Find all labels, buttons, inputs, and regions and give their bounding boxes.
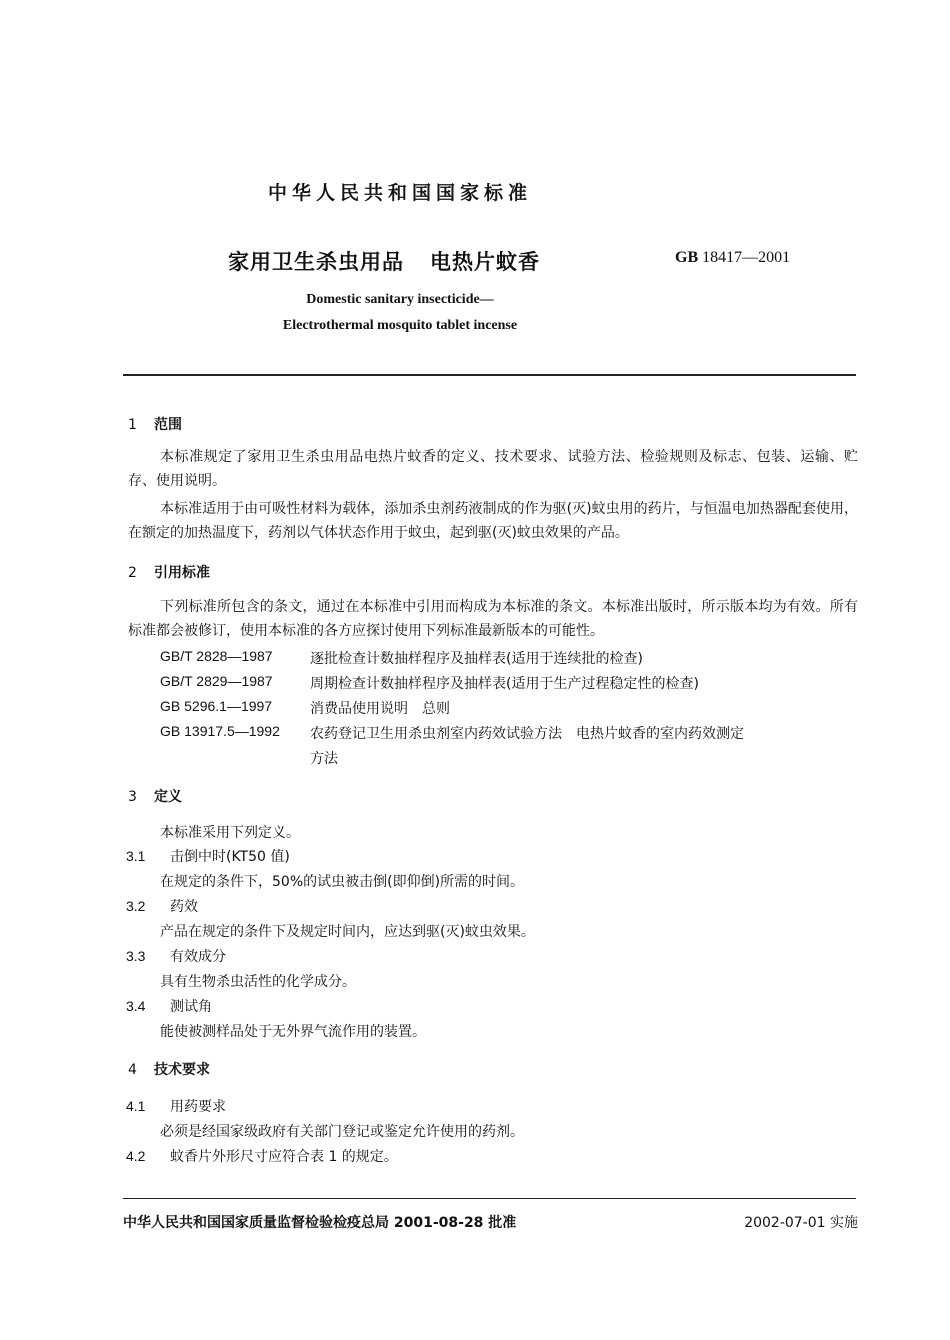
requirement-text: 必须是经国家级政府有关部门登记或鉴定允许使用的药剂。 bbox=[160, 1124, 524, 1140]
approval-statement: 中华人民共和国国家质量监督检验检疫总局 2001-08-28 批准 bbox=[123, 1215, 517, 1231]
section-1-paragraph-1: 本标准规定了家用卫生杀虫用品电热片蚊香的定义、技术要求、试验方法、检验规则及标志、包装、运输、贮存、使用说明。 bbox=[128, 449, 858, 489]
reference-title: 消费品使用说明 总则 bbox=[310, 701, 450, 717]
reference-title: 周期检查计数抽样程序及抽样表(适用于生产过程稳定性的检查) bbox=[310, 676, 699, 692]
section-1-heading bbox=[128, 414, 182, 434]
definition-term-row bbox=[126, 946, 226, 966]
header-rule bbox=[123, 374, 856, 376]
section-2-heading bbox=[128, 562, 210, 582]
clause-number: 3.3 bbox=[126, 948, 146, 964]
section-4-title: 技术要求 bbox=[154, 1062, 210, 1078]
definition-term-row bbox=[126, 996, 212, 1016]
english-title-line-2: Electrothermal mosquito tablet incense bbox=[282, 318, 518, 333]
clause-number: 4.1 bbox=[126, 1098, 146, 1114]
english-title-line-1: Domestic sanitary insecticide— bbox=[306, 292, 494, 307]
title-part-2: 电热片蚊香 bbox=[430, 250, 540, 274]
implementation-date: 2002-07-01 实施 bbox=[744, 1215, 858, 1231]
section-1-title: 范围 bbox=[154, 417, 182, 433]
section-4-heading bbox=[128, 1059, 210, 1079]
requirement-term: 蚊香片外形尺寸应符合表 1 的规定。 bbox=[170, 1149, 398, 1165]
reference-code: GB 13917.5—1992 bbox=[160, 723, 280, 739]
footer-rule bbox=[123, 1198, 856, 1199]
clause-number: 3.2 bbox=[126, 898, 146, 914]
definition-term: 击倒中时(KT50 值) bbox=[170, 849, 290, 865]
section-3-intro: 本标准采用下列定义。 bbox=[160, 825, 300, 841]
definition-text: 具有生物杀虫活性的化学成分。 bbox=[160, 974, 356, 990]
clause-number: 3.1 bbox=[126, 848, 146, 864]
document-title bbox=[228, 246, 540, 276]
definition-term: 药效 bbox=[170, 899, 198, 915]
standard-code: 18417—2001 bbox=[702, 249, 791, 266]
definition-text: 在规定的条件下，50%的试虫被击倒(即仰倒)所需的时间。 bbox=[160, 874, 525, 890]
reference-code: GB 5296.1—1997 bbox=[160, 698, 273, 714]
definition-term-row bbox=[126, 896, 198, 916]
national-standard-heading: 中华人民共和国国家标准 bbox=[267, 182, 532, 204]
section-3-heading bbox=[128, 786, 182, 806]
section-4-number: 4 bbox=[128, 1062, 137, 1078]
section-1-paragraph-2: 本标准适用于由可吸性材料为载体，添加杀虫剂药液制成的作为驱(灭)蚊虫用的药片，与恒温电加热器配套使用，在额定的加热温度下，药剂以气体状态作用于蚊虫，起到驱(灭)蚊虫效果的产品。 bbox=[128, 501, 858, 541]
reference-title: 逐批检查计数抽样程序及抽样表(适用于连续批的检查) bbox=[310, 651, 643, 667]
reference-code: GB/T 2828—1987 bbox=[160, 648, 273, 664]
requirement-term-row bbox=[126, 1096, 226, 1116]
definition-term: 测试角 bbox=[170, 999, 212, 1015]
clause-number: 4.2 bbox=[126, 1148, 146, 1164]
requirement-term-row bbox=[126, 1146, 398, 1166]
section-2-paragraph: 下列标准所包含的条文，通过在本标准中引用而构成为本标准的条文。本标准出版时，所示版本均为有效。所有标准都会被修订，使用本标准的各方应探讨使用下列标准最新版本的可能性。 bbox=[128, 599, 858, 639]
standard-number bbox=[675, 249, 790, 267]
requirement-term: 用药要求 bbox=[170, 1099, 226, 1115]
reference-title: 农药登记卫生用杀虫剂室内药效试验方法 电热片蚊香的室内药效测定 bbox=[310, 726, 744, 742]
section-1-number: 1 bbox=[128, 417, 137, 433]
clause-number: 3.4 bbox=[126, 998, 146, 1014]
definition-text: 产品在规定的条件下及规定时间内，应达到驱(灭)蚊虫效果。 bbox=[160, 924, 535, 940]
section-2-title: 引用标准 bbox=[154, 565, 210, 581]
standard-prefix: GB bbox=[675, 249, 699, 266]
title-part-1: 家用卫生杀虫用品 bbox=[228, 250, 404, 274]
definition-term-row bbox=[126, 846, 290, 866]
section-3-title: 定义 bbox=[154, 789, 182, 805]
section-3-number: 3 bbox=[128, 789, 137, 805]
definition-term: 有效成分 bbox=[170, 949, 226, 965]
reference-code: GB/T 2829—1987 bbox=[160, 673, 273, 689]
section-2-number: 2 bbox=[128, 565, 137, 581]
reference-title-continuation: 方法 bbox=[310, 751, 338, 767]
definition-text: 能使被测样品处于无外界气流作用的装置。 bbox=[160, 1024, 426, 1040]
